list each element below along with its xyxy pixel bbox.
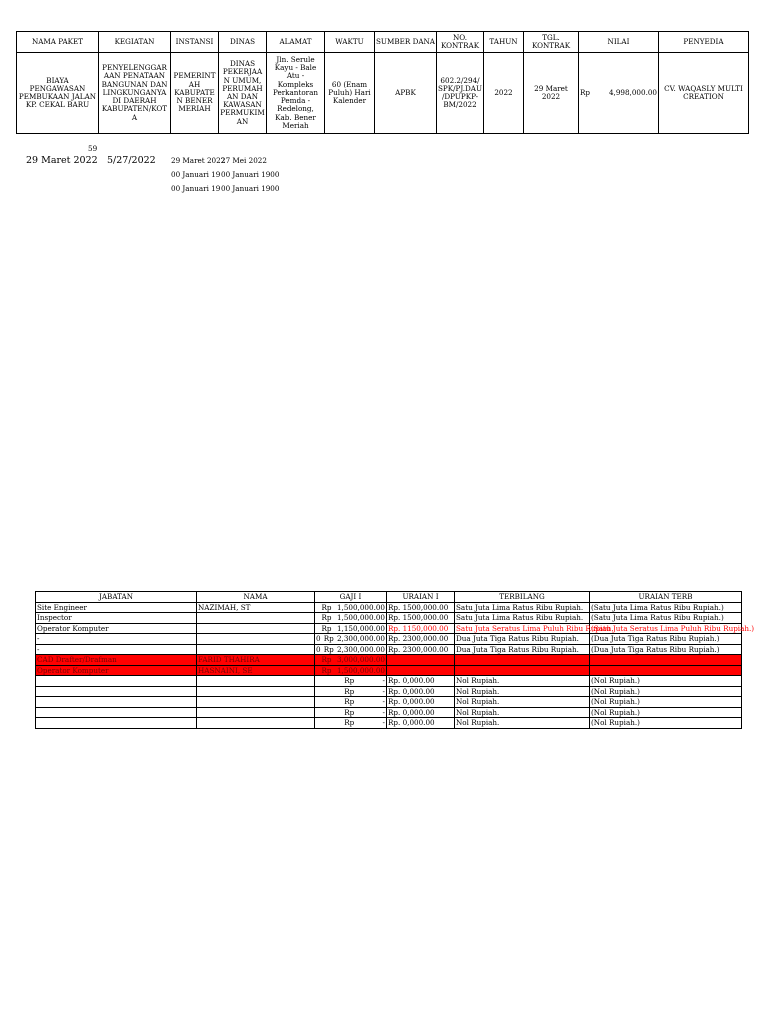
salary-row: [36, 697, 742, 708]
header-nilai: NILAI: [579, 32, 659, 53]
cell-terbilang: Nol Rupiah.: [455, 707, 590, 718]
gaji-currency: Rp: [321, 613, 332, 623]
cell-uraian-terb: (Dua Juta Tiga Ratus Ribu Rupiah.): [590, 634, 742, 645]
gaji-amount: 1,500,000.00: [336, 602, 385, 612]
cell-gaji: [315, 602, 387, 613]
cell-jabatan: -: [36, 644, 197, 655]
header-dinas: DINAS: [219, 32, 267, 53]
gaji-currency: Rp: [344, 697, 355, 707]
date-line-3-b: 00 Januari 1900: [221, 184, 280, 193]
salary-row: [36, 686, 742, 697]
cell-uraian-terb: (Nol Rupiah.): [590, 697, 742, 708]
cell-nama-paket: BIAYA PENGAWASAN PEMBUKAAN JALAN KP. CEKAL BARU: [17, 53, 99, 134]
gaji-lead: 0: [316, 644, 321, 654]
cell-nama: [197, 686, 315, 697]
cell-uraian-terb: (Satu Juta Lima Ratus Ribu Rupiah.): [590, 613, 742, 624]
cell-no-kontrak: 602.2/294/SPK/PJ.DAU/DPUPKP-BM/2022: [437, 53, 484, 134]
cell-jabatan: Operator Komputer: [36, 623, 197, 634]
gaji-amount: 2,300,000.00: [336, 634, 385, 644]
header-sumber-dana: SUMBER DANA: [375, 32, 437, 53]
cell-terbilang: [455, 665, 590, 676]
cell-uraian-terb: (Nol Rupiah.): [590, 718, 742, 729]
cell-alamat: Jln. Serule Kayu - Bale Atu - Kompleks Perkantoran Pemda - Redelong, Kab. Bener Meriah: [267, 53, 325, 134]
gaji-amount: 1,150,000.00: [336, 623, 385, 633]
cell-sumber-dana: APBK: [375, 53, 437, 134]
cell-gaji: [315, 718, 387, 729]
salary-row: [36, 634, 742, 645]
cell-jabatan: Inspector: [36, 613, 197, 624]
gaji-amount: 3,000,000.00: [336, 655, 385, 665]
cell-kegiatan: PENYELENGGARAAN PENATAAN BANGUNAN DAN LINGKUNGANYA DI DAERAH KABUPATEN/KOTA: [99, 53, 171, 134]
contract-header-row: [17, 32, 749, 53]
salary-row: [36, 676, 742, 687]
header-jabatan: JABATAN: [36, 592, 197, 603]
staff-salary-table: [35, 591, 755, 729]
cell-uraian: Rp. 0,000.00: [387, 718, 455, 729]
cell-uraian: Rp. 2300,000.00: [387, 634, 455, 645]
gaji-amount: -: [382, 707, 385, 717]
cell-jabatan: CAD Drafter/Drafman: [36, 655, 197, 666]
date-short: 5/27/2022: [107, 155, 156, 166]
cell-gaji: [315, 707, 387, 718]
gaji-currency: Rp: [323, 634, 334, 644]
cell-nama: HASNAINI, SE: [197, 665, 315, 676]
gaji-currency: Rp: [321, 602, 332, 612]
cell-jabatan: [36, 686, 197, 697]
salary-row: [36, 665, 742, 676]
date-line-2-b: 00 Januari 1900: [221, 170, 280, 179]
cell-nama: [197, 623, 315, 634]
salary-row: [36, 602, 742, 613]
cell-jabatan: -: [36, 634, 197, 645]
cell-gaji: [315, 676, 387, 687]
cell-uraian-terb: (Nol Rupiah.): [590, 707, 742, 718]
cell-jabatan: [36, 707, 197, 718]
cell-nama: FARID THAHIRA: [197, 655, 315, 666]
gaji-lead: 0: [316, 634, 321, 644]
gaji-amount: -: [382, 718, 385, 728]
cell-terbilang: Dua Juta Tiga Ratus Ribu Rupiah.: [455, 644, 590, 655]
cell-uraian: Rp. 1500,000.00: [387, 602, 455, 613]
cell-penyedia: CV. WAQASLY MULTI CREATION: [659, 53, 749, 134]
cell-gaji: [315, 686, 387, 697]
contract-table: [16, 31, 749, 134]
cell-uraian: Rp. 1500,000.00: [387, 613, 455, 624]
header-nama-paket: NAMA PAKET: [17, 32, 99, 53]
cell-uraian: Rp. 0,000.00: [387, 676, 455, 687]
cell-gaji: [315, 644, 387, 655]
cell-gaji: [315, 697, 387, 708]
gaji-amount: 1,500,000.00: [336, 665, 385, 675]
cell-gaji: [315, 613, 387, 624]
header-tgl-kontrak: TGL. KONTRAK: [524, 32, 579, 53]
gaji-amount: 1,500,000.00: [336, 613, 385, 623]
salary-row: [36, 623, 742, 634]
cell-uraian: Rp. 1150,000.00: [387, 623, 455, 634]
header-tahun: TAHUN: [484, 32, 524, 53]
row-number: 59: [88, 144, 98, 153]
date-long: 29 Maret 2022: [26, 155, 98, 166]
cell-uraian-terb: (Satu Juta Lima Ratus Ribu Rupiah.): [590, 602, 742, 613]
cell-jabatan: Site Engineer: [36, 602, 197, 613]
cell-jabatan: [36, 718, 197, 729]
cell-nama: [197, 697, 315, 708]
gaji-amount: -: [382, 676, 385, 686]
cell-gaji: [315, 655, 387, 666]
cell-uraian: Rp. 0,000.00: [387, 697, 455, 708]
cell-uraian-terb: (Nol Rupiah.): [590, 676, 742, 687]
cell-uraian: [387, 655, 455, 666]
cell-nama: [197, 613, 315, 624]
gaji-amount: 2,300,000.00: [336, 644, 385, 654]
header-gaji: GAJI I: [315, 592, 387, 603]
date-line-1-a: 29 Maret 2022: [171, 156, 226, 165]
cell-uraian-terb: [590, 665, 742, 676]
cell-waktu: 60 (Enam Puluh) Hari Kalender: [325, 53, 375, 134]
cell-terbilang: Nol Rupiah.: [455, 686, 590, 697]
gaji-currency: Rp: [321, 655, 332, 665]
cell-gaji: [315, 634, 387, 645]
cell-uraian-terb: (Nol Rupiah.): [590, 686, 742, 697]
cell-dinas: DINAS PEKERJAAN UMUM, PERUMAHAN DAN KAWASAN PERMUKIMAN: [219, 53, 267, 134]
header-uraian: URAIAN I: [387, 592, 455, 603]
salary-header-row: [36, 592, 742, 603]
gaji-currency: Rp: [344, 686, 355, 696]
cell-nilai: [579, 53, 659, 134]
nilai-currency: Rp: [580, 87, 591, 97]
cell-instansi: PEMERINTAH KABUPATEN BENER MERIAH: [171, 53, 219, 134]
cell-jabatan: Operator Komputer: [36, 665, 197, 676]
contract-row: [17, 53, 749, 134]
cell-tgl-kontrak: 29 Maret 2022: [524, 53, 579, 134]
cell-terbilang: Nol Rupiah.: [455, 718, 590, 729]
header-uraian-terb: URAIAN TERB: [590, 592, 742, 603]
cell-nama: NAZIMAH, ST: [197, 602, 315, 613]
date-line-1-b: 27 Mei 2022: [221, 156, 267, 165]
header-terbilang: TERBILANG: [455, 592, 590, 603]
header-instansi: INSTANSI: [171, 32, 219, 53]
date-line-2-a: 00 Januari 19: [171, 170, 221, 179]
cell-nama: [197, 634, 315, 645]
salary-row: [36, 718, 742, 729]
header-penyedia: PENYEDIA: [659, 32, 749, 53]
cell-uraian: [387, 665, 455, 676]
cell-terbilang: Nol Rupiah.: [455, 697, 590, 708]
gaji-currency: Rp: [344, 718, 355, 728]
gaji-currency: Rp: [344, 707, 355, 717]
cell-terbilang: Satu Juta Lima Ratus Ribu Rupiah.: [455, 602, 590, 613]
cell-uraian-terb: (Satu Juta Seratus Lima Puluh Ribu Rupiah.): [591, 623, 755, 633]
cell-terbilang: Dua Juta Tiga Ratus Ribu Rupiah.: [455, 634, 590, 645]
cell-nama: [197, 707, 315, 718]
cell-nama: [197, 718, 315, 729]
cell-gaji: [315, 665, 387, 676]
header-kegiatan: KEGIATAN: [99, 32, 171, 53]
gaji-currency: Rp: [321, 665, 332, 675]
date-line-3-a: 00 Januari 19: [171, 184, 221, 193]
gaji-amount: -: [382, 686, 385, 696]
nilai-amount: 4,998,000.00: [608, 87, 657, 97]
cell-nama: [197, 644, 315, 655]
cell-jabatan: [36, 697, 197, 708]
gaji-currency: Rp: [323, 644, 334, 654]
gaji-currency: Rp: [321, 623, 332, 633]
cell-terbilang: [455, 655, 590, 666]
cell-uraian-terb: [590, 655, 742, 666]
salary-row: [36, 613, 742, 624]
cell-terbilang: Satu Juta Seratus Lima Puluh Ribu Rupiah.: [456, 623, 614, 633]
cell-uraian: Rp. 2300,000.00: [387, 644, 455, 655]
cell-jabatan: [36, 676, 197, 687]
salary-row: [36, 707, 742, 718]
cell-nama: [197, 676, 315, 687]
header-alamat: ALAMAT: [267, 32, 325, 53]
header-nama: NAMA: [197, 592, 315, 603]
cell-uraian-terb: (Dua Juta Tiga Ratus Ribu Rupiah.): [590, 644, 742, 655]
cell-uraian: Rp. 0,000.00: [387, 707, 455, 718]
salary-row: [36, 655, 742, 666]
cell-tahun: 2022: [484, 53, 524, 134]
header-no-kontrak: NO. KONTRAK: [437, 32, 484, 53]
cell-terbilang: Satu Juta Lima Ratus Ribu Rupiah.: [455, 613, 590, 624]
salary-row: [36, 644, 742, 655]
cell-terbilang: Nol Rupiah.: [455, 676, 590, 687]
gaji-amount: -: [382, 697, 385, 707]
cell-uraian: Rp. 0,000.00: [387, 686, 455, 697]
gaji-currency: Rp: [344, 676, 355, 686]
header-waktu: WAKTU: [325, 32, 375, 53]
cell-gaji: [315, 623, 387, 634]
